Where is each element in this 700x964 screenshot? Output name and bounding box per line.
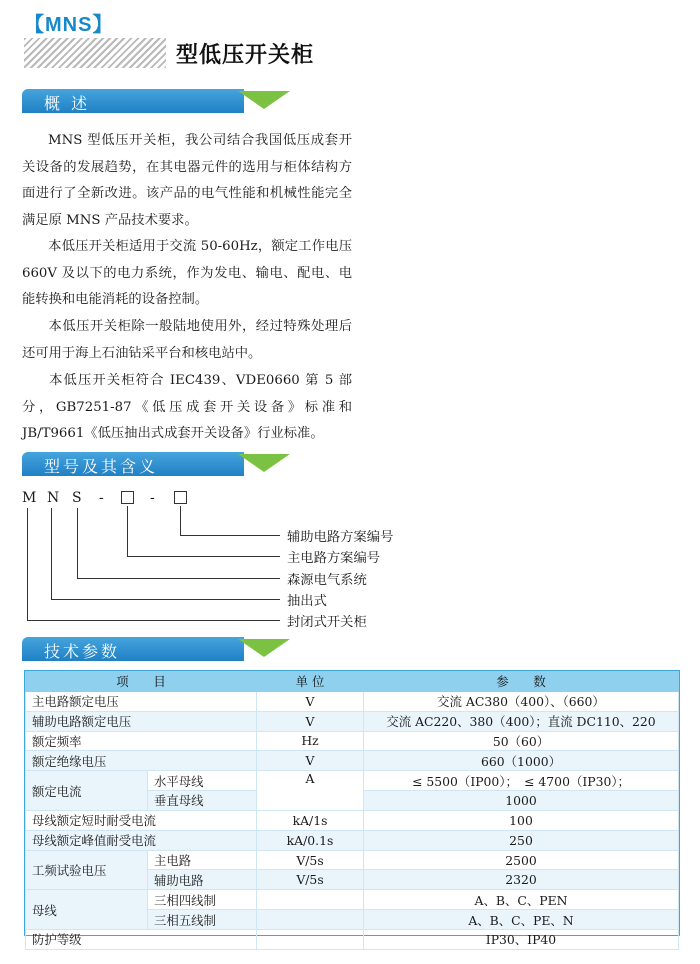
table-row: 工频试验电压 主电路 V/5s 2500 — [26, 850, 679, 870]
table-row: 三相五线制 A、B、C、PE、N — [26, 910, 679, 930]
header-unit: 单 位 — [257, 672, 364, 692]
table-row: 主电路额定电压 V 交流 AC380（400）、（660） — [26, 691, 679, 711]
code-label-enclosed: 封闭式开关柜 — [287, 615, 367, 630]
section-bar-model — [22, 452, 270, 476]
code-char-dash-1: - — [99, 490, 104, 506]
code-char-dash-2: - — [150, 490, 155, 506]
table-row: 额定电流 水平母线 A ≤ 5500（IP00）； ≤ 4700（IP30）； — [26, 771, 679, 791]
code-label-aux-circuit: 辅助电路方案编号 — [287, 530, 394, 545]
code-char-m: M — [22, 490, 37, 506]
page-title: 型低压开关柜 — [176, 43, 315, 68]
section-title-tech: 技术参数 — [44, 642, 121, 661]
section-arrow-icon — [238, 91, 290, 109]
header-hatch-decoration — [24, 38, 166, 68]
table-row: 辅助电路 V/5s 2320 — [26, 870, 679, 890]
overview-paragraph-1: MNS 型低压开关柜，我公司结合我国低压成套开关设备的发展趋势，在其电器元件的选用与柜体结构方面进行了全新改进。该产品的电气性能和机械性能完全满足原 MNS 产品技术要求。 — [22, 133, 352, 228]
overview-paragraph-4: 本低压开关柜符合 IEC439、VDE0660 第 5 部分，GB7251-87《低压成套开关设备》标准和 JB/T9661《低压抽出式成套开关设备》行业标准。 — [22, 373, 352, 441]
header-item: 项 目 — [26, 672, 257, 692]
section-title-overview: 概 述 — [44, 94, 91, 113]
section-title-model: 型号及其含义 — [44, 457, 159, 476]
section-bar-tech — [22, 637, 270, 661]
header-value: 参 数 — [364, 672, 679, 692]
section-arrow-icon — [238, 639, 290, 657]
table-row: 母线 三相四线制 A、B、C、PEN — [26, 890, 679, 910]
section-arrow-icon — [238, 454, 290, 472]
table-row: 辅助电路额定电压 V 交流 AC220、380（400）；直流 DC110、220 — [26, 711, 679, 731]
overview-paragraph-2: 本低压开关柜适用于交流 50-60Hz，额定工作电压 660V 及以下的电力系统，作为发电、输电、配电、电能转换和电能消耗的设备控制。 — [22, 239, 352, 307]
table-row: 额定绝缘电压 V 660（1000） — [26, 751, 679, 771]
overview-paragraph-3: 本低压开关柜除一般陆地使用外，经过特殊处理后还可用于海上石油钻采平台和核电站中。 — [22, 319, 352, 361]
table-row: 防护等级 IP30、IP40 — [26, 929, 679, 949]
brand-tag: 【MNS】 — [24, 14, 114, 36]
table-row: 母线额定短时耐受电流 kA/1s 100 — [26, 810, 679, 830]
code-char-n: N — [47, 490, 60, 506]
section-bar-overview — [22, 89, 270, 113]
code-label-system: 森源电气系统 — [287, 573, 367, 588]
code-box-main-circuit — [121, 491, 134, 504]
code-box-aux-circuit — [174, 491, 187, 504]
table-row: 母线额定峰值耐受电流 kA/0.1s 250 — [26, 830, 679, 850]
code-label-main-circuit: 主电路方案编号 — [287, 551, 381, 566]
code-label-drawout: 抽出式 — [287, 594, 327, 609]
table-header-row — [26, 672, 679, 692]
code-char-s: S — [72, 490, 82, 506]
table-row: 额定频率 Hz 50（60） — [26, 731, 679, 751]
table-row: 垂直母线 1000 — [26, 791, 679, 811]
tech-params-table — [24, 670, 680, 948]
